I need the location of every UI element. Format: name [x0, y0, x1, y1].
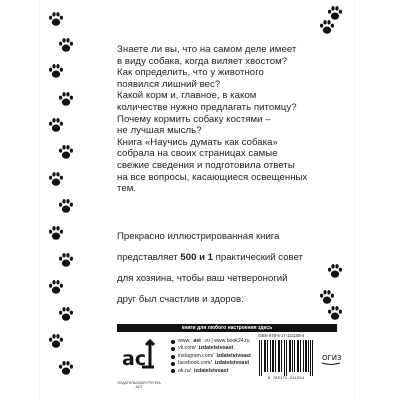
- text-line: на все вопросы, касающиеся освещенных: [117, 171, 308, 183]
- summary-paragraph: [117, 221, 322, 315]
- instagram-icon: [171, 355, 175, 359]
- advice-count: 500 и 1: [180, 251, 213, 263]
- link-text-bold: izdatelstvoast: [214, 360, 250, 367]
- paw-print-icon: [47, 170, 65, 188]
- paw-print-icon: [47, 10, 65, 28]
- text-line: Как определить, что у животного: [117, 67, 264, 79]
- paw-print-icon: [47, 62, 65, 80]
- link-row[interactable]: [171, 360, 254, 367]
- paw-print-icon: [318, 18, 336, 36]
- link-row[interactable]: [171, 345, 254, 352]
- barcode-number: 9 785171 211554: [267, 377, 304, 381]
- link-row[interactable]: [171, 368, 254, 375]
- isbn-label: ISBN 978-5-17-121155-4: [258, 333, 305, 338]
- svg-text:ac: ac: [122, 348, 147, 370]
- text-line: Почему кормить собаку костями –: [117, 113, 271, 125]
- paw-print-icon: [326, 262, 344, 280]
- text-line: собрала на своих страницах самые: [117, 148, 278, 160]
- description-paragraph: [117, 44, 322, 195]
- text-line: Какой корм и, главное, в каком: [117, 90, 257, 102]
- text-line: друг был счастлив и здоров.: [117, 294, 244, 306]
- paw-print-icon: [47, 278, 65, 296]
- link-text-prefix: www.: [178, 338, 191, 344]
- link-text-bold: ast: [193, 338, 201, 344]
- paw-print-icon: [57, 90, 75, 108]
- text-line: в виду собака, когда виляет хвостом?: [117, 55, 288, 67]
- link-text-suffix: .ru | www.book24.ru: [203, 338, 250, 344]
- paw-print-icon: [57, 359, 75, 377]
- publisher-caption: ИЗДАТЕЛЬСКАЯ ГРУППА АСТ: [117, 381, 161, 389]
- paw-print-icon: [57, 305, 75, 323]
- ogiz-logo-text: ОГИЗ: [322, 354, 341, 362]
- text-line: количестве нужно предлагать питомцу?: [117, 101, 297, 113]
- link-text-prefix: instagram.com/: [178, 352, 214, 359]
- link-text-bold: izdatelstvoast: [216, 352, 251, 359]
- publisher-links: [171, 338, 254, 375]
- paw-print-icon: [47, 224, 65, 242]
- text-fragment: практический совет: [213, 251, 303, 263]
- text-fragment: представляет: [117, 251, 181, 263]
- slogan-band: книги для любого настроения здесь: [117, 324, 337, 332]
- paw-print-icon: [47, 332, 65, 350]
- text-line: Книга «Научись думать как собака»: [117, 136, 278, 148]
- ogiz-logo: [321, 348, 341, 366]
- link-text-prefix: facebook.com/: [178, 360, 212, 367]
- facebook-icon: [171, 362, 175, 366]
- link-row[interactable]: [171, 338, 254, 345]
- link-text-bold: izdatelstvoast: [193, 367, 229, 374]
- barcode: [257, 340, 315, 376]
- link-text-prefix: vk.com/: [178, 345, 196, 352]
- paw-print-icon: [47, 116, 65, 134]
- link-text-prefix: ok.ru/: [178, 367, 191, 374]
- paw-print-icon: [57, 197, 75, 215]
- paw-print-icon: [57, 36, 75, 54]
- ast-logo: [120, 337, 156, 379]
- link-row[interactable]: [171, 353, 254, 360]
- text-line: [117, 252, 322, 264]
- vk-icon: [171, 347, 175, 351]
- text-line: не лучшая мысль?: [117, 125, 202, 137]
- text-line: для хозяина, чтобы ваш четвероногий: [117, 272, 288, 284]
- paw-print-icon: [57, 251, 75, 269]
- globe-icon: [171, 340, 175, 344]
- text-line: появился лишний вес?: [117, 78, 221, 90]
- paw-print-icon: [326, 304, 344, 322]
- text-line: Знаете ли вы, что на самом деле имеет: [117, 44, 297, 55]
- text-line: тем.: [117, 183, 137, 195]
- link-text-bold: izdatelstvoast: [198, 345, 234, 352]
- text-line: свежие сведения и подготовила ответы: [117, 159, 295, 171]
- text-line: Прекрасно иллюстрированная книга: [117, 230, 280, 242]
- ok-icon: [171, 369, 175, 373]
- paw-print-icon: [57, 143, 75, 161]
